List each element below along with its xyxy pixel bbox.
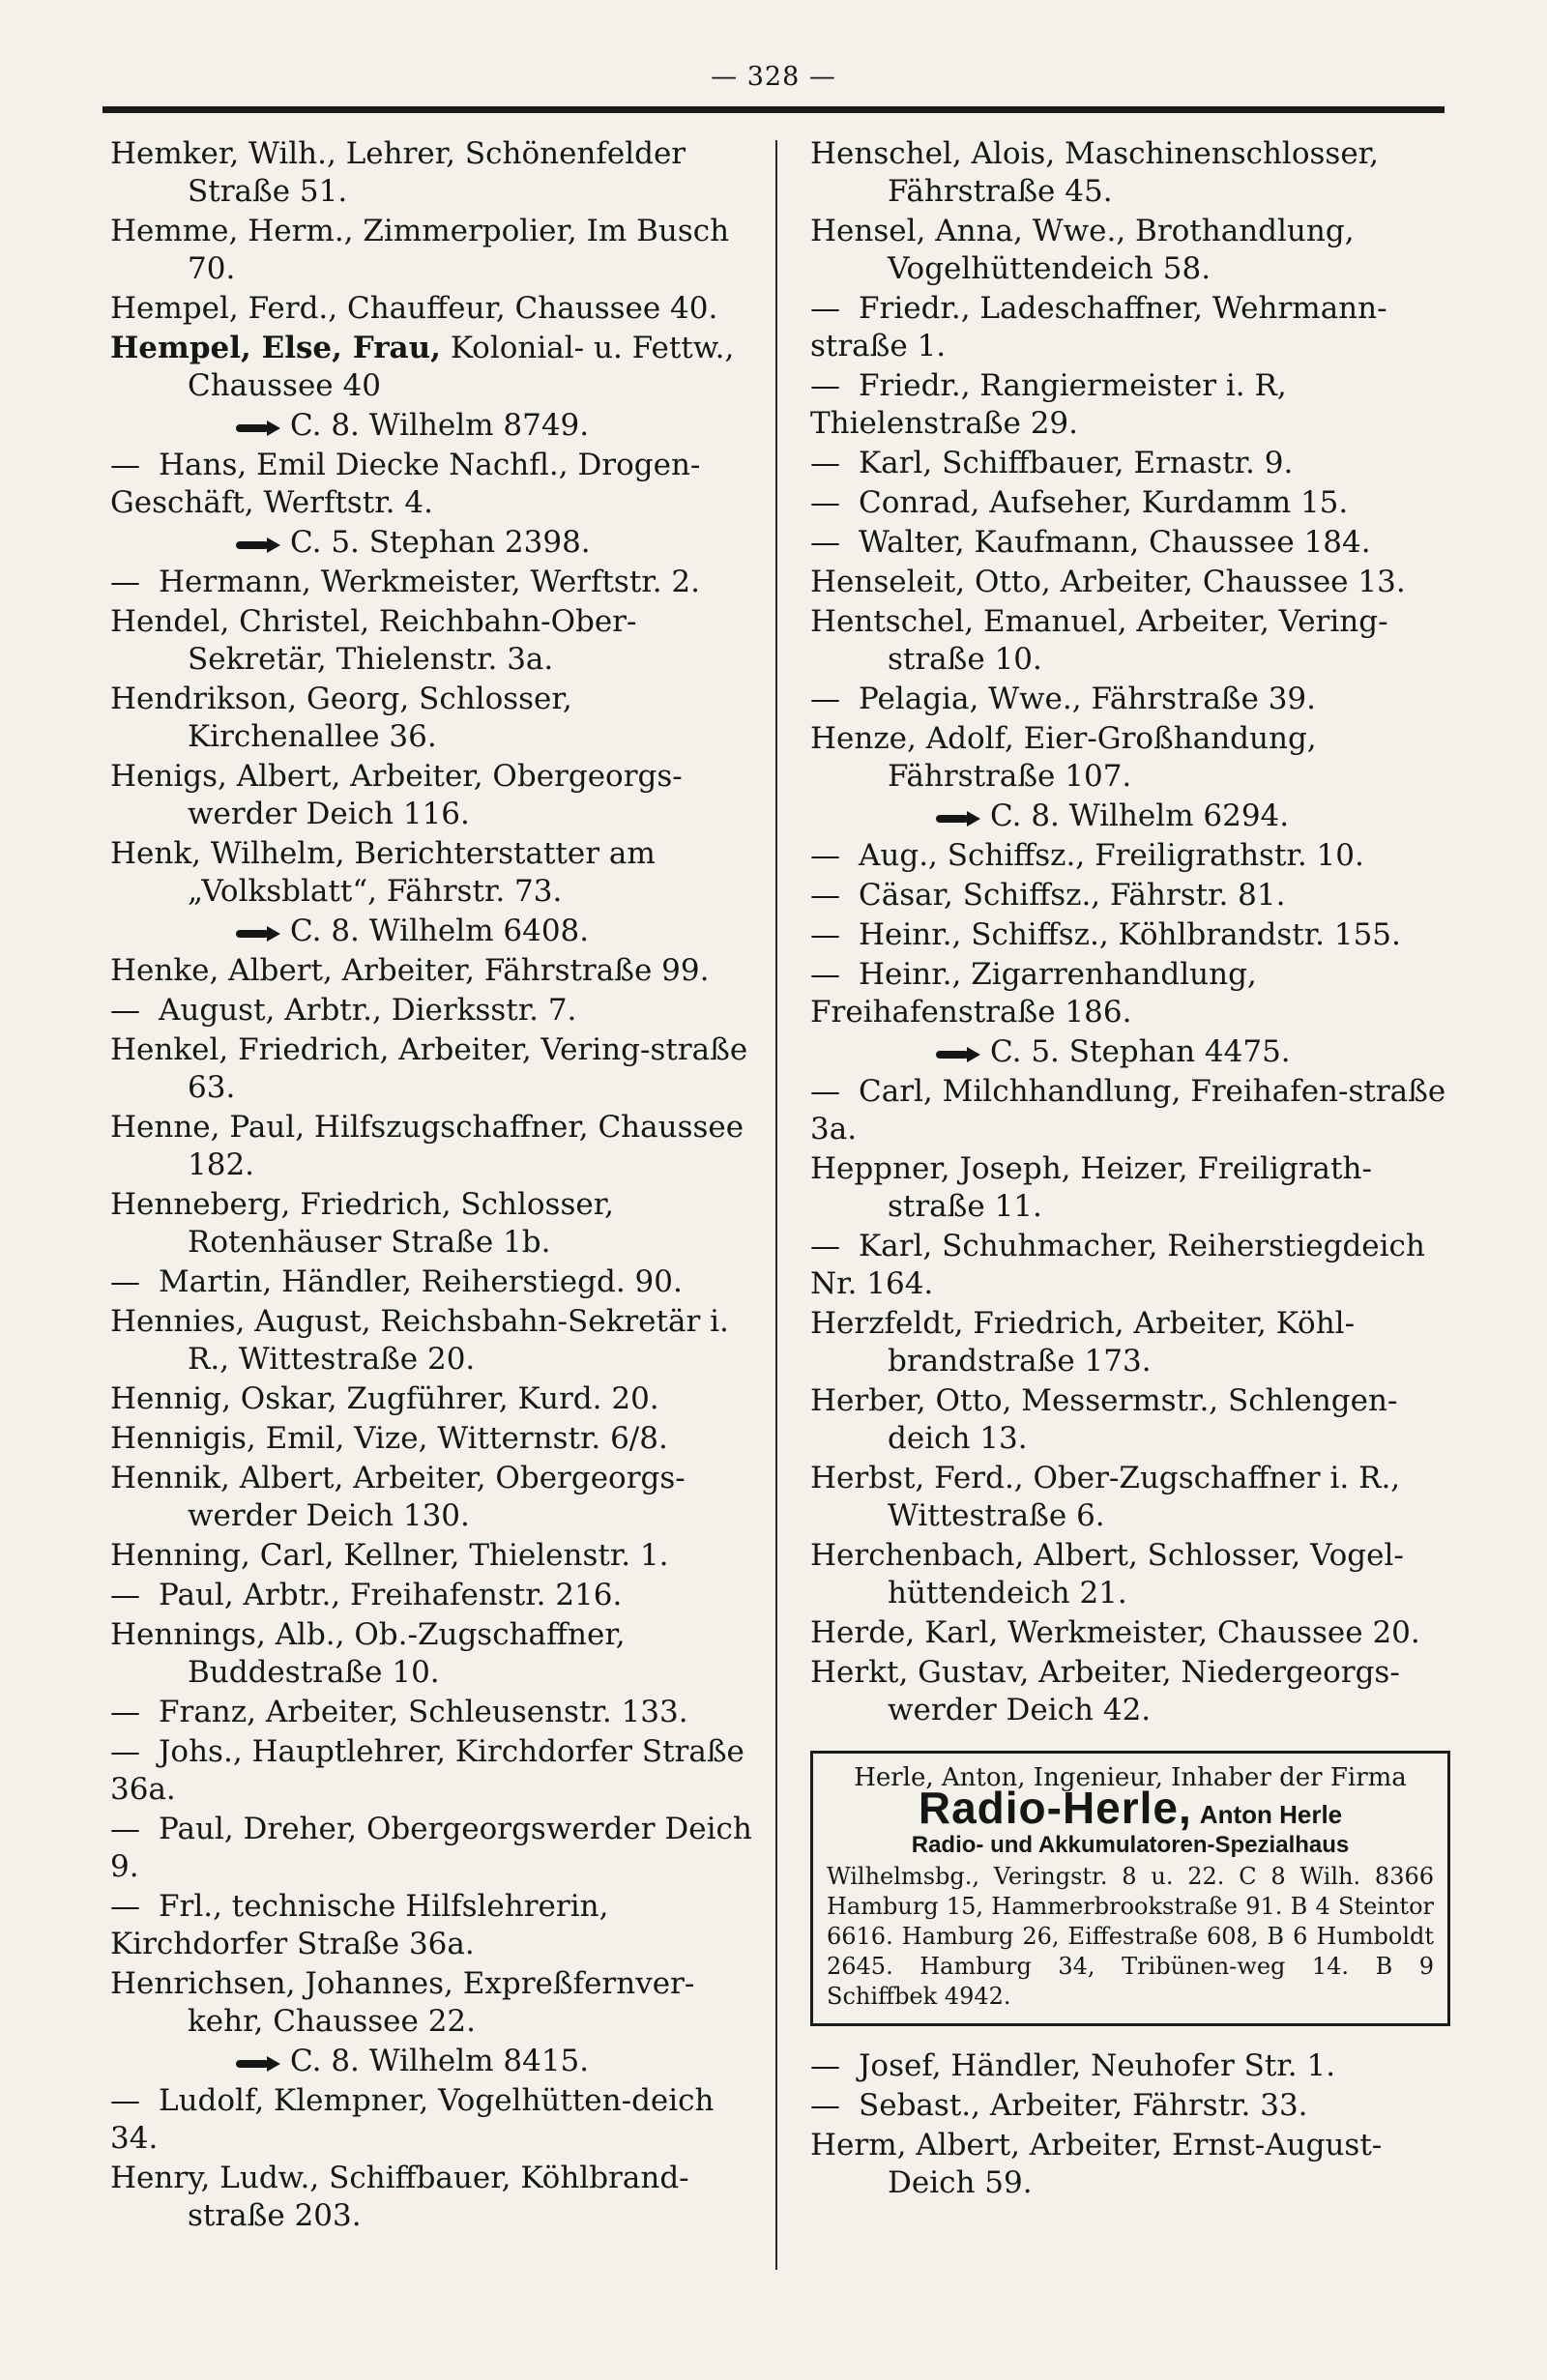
entry-text: Hennings, Alb., Ob.-Zugschaffner, Buddestraße 10.	[110, 1617, 626, 1690]
directory-entry	[810, 564, 1456, 601]
entry-text: Hennig, Oskar, Zugführer, Kurd. 20.	[110, 1381, 659, 1416]
entry-text: Hentschel, Emanuel, Arbeiter, Vering-straße 10.	[810, 604, 1388, 677]
entry-name-bold: Hempel, Else, Frau,	[110, 331, 441, 365]
sub-entry	[810, 290, 1456, 365]
directory-entry	[110, 1109, 756, 1184]
entry-text: Hendel, Christel, Reichbahn-Ober-Sekretär, Thielenstr. 3a.	[110, 604, 637, 677]
directory-entry	[110, 1420, 756, 1458]
entry-text: Frl., technische Hilfslehrerin, Kirchdorfer Straße 36a.	[110, 1889, 609, 1961]
continuation-dash: —	[810, 838, 840, 873]
continuation-dash: —	[110, 1812, 140, 1846]
entry-text: Friedr., Rangiermeister i. R, Thielenstraße 29.	[810, 368, 1287, 441]
directory-entry	[810, 1382, 1456, 1458]
entry-text: Hendrikson, Georg, Schlosser, Kirchenallee 36.	[110, 682, 572, 754]
directory-entry	[110, 835, 756, 911]
ad-intro-line: Herle, Anton, Ingenieur, Inhaber der Firma	[854, 1763, 1407, 1792]
sub-entry	[110, 1577, 756, 1614]
entry-text: Josef, Händler, Neuhofer Str. 1.	[859, 2048, 1336, 2083]
entry-text: Paul, Dreher, Obergeorgswerder Deich 9.	[110, 1812, 752, 1884]
sub-entry	[810, 681, 1456, 718]
entry-text: Herm, Albert, Arbeiter, Ernst-August-Deich 59.	[810, 2128, 1383, 2200]
directory-entry	[110, 758, 756, 833]
sub-entry	[110, 1694, 756, 1731]
sub-entry	[110, 1263, 756, 1301]
phone-listing	[110, 913, 756, 950]
entry-text: Kolonial- u. Fettw., Chaussee 40	[188, 331, 735, 403]
entry-text: Ludolf, Klempner, Vogelhütten-deich 34.	[110, 2083, 715, 2156]
continuation-dash: —	[110, 565, 140, 599]
directory-entry	[110, 330, 756, 405]
directory-entry	[110, 1965, 756, 2041]
sub-entry	[110, 447, 756, 522]
continuation-dash: —	[110, 1734, 140, 1769]
entry-text: Hemker, Wilh., Lehrer, Schönenfelder Straße 51.	[110, 136, 686, 209]
entry-text: Herbst, Ferd., Ober-Zugschaffner i. R., Wittestraße 6.	[810, 1461, 1401, 1533]
phone-number: C. 8. Wilhelm 8415.	[290, 2044, 590, 2078]
column-divider	[775, 140, 777, 2270]
entry-text: Aug., Schiffsz., Freiligrathstr. 10.	[859, 838, 1364, 873]
entry-text: Henschel, Alois, Maschinenschlosser, Fährstraße 45.	[810, 136, 1379, 209]
entry-text: Karl, Schuhmacher, Reiherstiegdeich Nr. 164.	[810, 1229, 1425, 1301]
entry-text: Hensel, Anna, Wwe., Brothandlung, Vogelhüttendeich 58.	[810, 214, 1355, 286]
continuation-dash: —	[810, 485, 840, 520]
left-column	[110, 135, 756, 2237]
entry-text: Henke, Albert, Arbeiter, Fährstraße 99.	[110, 953, 710, 988]
phone-listing	[110, 2043, 756, 2080]
telephone-icon	[236, 2056, 280, 2070]
entry-text: Herkt, Gustav, Arbeiter, Niedergeorgs-werder Deich 42.	[810, 1655, 1400, 1727]
directory-entry	[110, 1031, 756, 1107]
top-rule	[102, 106, 1445, 113]
ad-brand-name: Radio-Herle,	[918, 1783, 1192, 1833]
entry-text: Carl, Milchhandlung, Freihafen-straße 3a.	[810, 1074, 1446, 1146]
directory-entry	[810, 720, 1456, 796]
entry-text: Franz, Arbeiter, Schleusenstr. 133.	[159, 1695, 688, 1729]
entry-text: Karl, Schiffbauer, Ernastr. 9.	[859, 446, 1294, 480]
directory-entry	[810, 135, 1456, 211]
directory-entry	[810, 1654, 1456, 1729]
directory-entry	[810, 1305, 1456, 1380]
phone-listing	[110, 407, 756, 445]
entry-text: Herber, Otto, Messermstr., Schlengen-deich 13.	[810, 1383, 1398, 1456]
sub-entry	[110, 992, 756, 1030]
directory-entry	[810, 2127, 1456, 2202]
entry-text: Paul, Arbtr., Freihafenstr. 216.	[159, 1578, 623, 1612]
continuation-dash: —	[810, 957, 840, 992]
sub-entry	[810, 916, 1456, 954]
sub-entry	[110, 564, 756, 601]
directory-entry	[110, 1380, 756, 1418]
telephone-icon	[936, 811, 980, 825]
entry-text: Johs., Hauptlehrer, Kirchdorfer Straße 36a.	[110, 1734, 744, 1807]
sub-entry	[110, 1888, 756, 1963]
entry-text: August, Arbtr., Dierksstr. 7.	[159, 993, 577, 1028]
entry-text: Henneberg, Friedrich, Schlosser, Rotenhäuser Straße 1b.	[110, 1187, 614, 1260]
directory-entry	[110, 952, 756, 990]
entry-text: Henry, Ludw., Schiffbauer, Köhlbrand-straße 203.	[110, 2161, 689, 2233]
directory-entry	[110, 1537, 756, 1575]
ad-addresses: Wilhelmsbg., Veringstr. 8 u. 22. C 8 Wilh. 8366 Hamburg 15, Hammerbrookstraße 91. B 4 Steintor 6616. Hamburg 26, Eiffestraße 608, B 6 Humboldt 2645. Hamburg 34, Tribünen-weg 14. B 9 Schiffbek 4942.	[827, 1863, 1434, 2010]
page-number: — 328 —	[711, 62, 836, 92]
phone-listing	[810, 1033, 1456, 1071]
continuation-dash: —	[810, 878, 840, 913]
entry-text: Henkel, Friedrich, Arbeiter, Vering-straße 63.	[110, 1032, 748, 1105]
continuation-dash: —	[110, 1889, 140, 1924]
entry-text: Herchenbach, Albert, Schlosser, Vogel-hüttendeich 21.	[810, 1538, 1404, 1611]
sub-entry	[810, 484, 1456, 522]
entry-text: Hennies, August, Reichsbahn-Sekretär i. R., Wittestraße 20.	[110, 1304, 729, 1377]
entry-text: Henning, Carl, Kellner, Thielenstr. 1.	[110, 1538, 669, 1573]
telephone-icon	[236, 421, 280, 434]
continuation-dash: —	[110, 1695, 140, 1729]
entry-text: Sebast., Arbeiter, Fährstr. 33.	[859, 2088, 1308, 2123]
phone-listing	[110, 524, 756, 562]
right-column	[810, 135, 1456, 2204]
entry-text: Henk, Wilhelm, Berichterstatter am „Volksblatt“, Fährstr. 73.	[110, 836, 656, 909]
sub-entry	[110, 2082, 756, 2158]
continuation-dash: —	[810, 917, 840, 952]
directory-entry	[110, 1616, 756, 1692]
sub-entry	[110, 1811, 756, 1886]
sub-entry	[810, 367, 1456, 443]
sub-entry	[810, 2087, 1456, 2125]
phone-number: C. 5. Stephan 2398.	[290, 525, 591, 560]
entry-text: Martin, Händler, Reiherstiegd. 90.	[159, 1264, 683, 1299]
continuation-dash: —	[110, 448, 140, 482]
entry-text: Hempel, Ferd., Chauffeur, Chaussee 40.	[110, 291, 718, 326]
continuation-dash: —	[810, 368, 840, 403]
entry-text: Hans, Emil Diecke Nachfl., Drogen-Geschäft, Werftstr. 4.	[110, 448, 701, 520]
entry-text: Heinr., Zigarrenhandlung, Freihafenstraße 186.	[810, 957, 1257, 1030]
directory-entry	[110, 1186, 756, 1262]
directory-entry	[110, 2160, 756, 2235]
sub-entry	[810, 1073, 1456, 1148]
telephone-icon	[936, 1047, 980, 1060]
entry-text: Herde, Karl, Werkmeister, Chaussee 20.	[810, 1615, 1420, 1650]
entry-text: Conrad, Aufseher, Kurdamm 15.	[859, 485, 1349, 520]
sub-entry	[810, 837, 1456, 875]
continuation-dash: —	[810, 2088, 840, 2123]
directory-entry	[110, 290, 756, 328]
phone-number: C. 8. Wilhelm 8749.	[290, 408, 590, 443]
entry-text: Hermann, Werkmeister, Werftstr. 2.	[159, 565, 700, 599]
sub-entry	[810, 524, 1456, 562]
directory-entry	[110, 135, 756, 211]
sub-entry	[810, 445, 1456, 482]
continuation-dash: —	[810, 446, 840, 480]
ad-subtitle: Radio- und Akkumulatoren-Spezialhaus	[911, 1832, 1350, 1858]
entry-text: Henze, Adolf, Eier-Großhandung, Fährstraße 107.	[810, 721, 1317, 794]
continuation-dash: —	[810, 291, 840, 326]
entry-text: Heinr., Schiffsz., Köhlbrandstr. 155.	[859, 917, 1401, 952]
entry-text: Henne, Paul, Hilfszugschaffner, Chaussee 182.	[110, 1110, 744, 1182]
ad-owner-name: Anton Herle	[1199, 1800, 1343, 1829]
continuation-dash: —	[810, 2048, 840, 2083]
directory-entry	[810, 213, 1456, 288]
directory-entry	[110, 1460, 756, 1535]
advertisement-box	[810, 1751, 1450, 2026]
phone-listing	[810, 798, 1456, 835]
directory-entry	[810, 1537, 1456, 1612]
entry-text: Hennik, Albert, Arbeiter, Obergeorgs-werder Deich 130.	[110, 1461, 686, 1533]
entry-text: Hennigis, Emil, Vize, Witternstr. 6/8.	[110, 1421, 668, 1456]
entry-text: Heppner, Joseph, Heizer, Freiligrath-straße 11.	[810, 1151, 1372, 1224]
directory-entry	[810, 1460, 1456, 1535]
continuation-dash: —	[110, 993, 140, 1028]
phone-number: C. 8. Wilhelm 6294.	[990, 798, 1290, 833]
continuation-dash: —	[810, 682, 840, 716]
phone-number: C. 8. Wilhelm 6408.	[290, 914, 590, 948]
entry-text: Henrichsen, Johannes, Expreßfernver-kehr, Chaussee 22.	[110, 1966, 695, 2039]
entry-text: Henigs, Albert, Arbeiter, Obergeorgs-werder Deich 116.	[110, 759, 683, 831]
directory-entry	[810, 1150, 1456, 1226]
entry-text: Friedr., Ladeschaffner, Wehrmann-straße 1.	[810, 291, 1387, 363]
directory-entry	[810, 1614, 1456, 1652]
entry-text: Henseleit, Otto, Arbeiter, Chaussee 13.	[810, 565, 1406, 599]
continuation-dash: —	[110, 1578, 140, 1612]
phone-number: C. 5. Stephan 4475.	[990, 1034, 1291, 1069]
directory-entry	[110, 213, 756, 288]
entry-text: Pelagia, Wwe., Fährstraße 39.	[859, 682, 1317, 716]
continuation-dash: —	[110, 1264, 140, 1299]
directory-entry	[110, 603, 756, 679]
directory-entry	[810, 603, 1456, 679]
continuation-dash: —	[810, 525, 840, 560]
directory-entry	[110, 1303, 756, 1379]
sub-entry	[810, 1228, 1456, 1303]
telephone-icon	[236, 926, 280, 940]
telephone-icon	[236, 537, 280, 551]
entry-text: Cäsar, Schiffsz., Fährstr. 81.	[859, 878, 1286, 913]
sub-entry	[810, 877, 1456, 914]
entry-text: Walter, Kaufmann, Chaussee 184.	[859, 525, 1371, 560]
sub-entry	[810, 956, 1456, 1031]
continuation-dash: —	[810, 1229, 840, 1263]
continuation-dash: —	[110, 2083, 140, 2118]
entry-text: Herzfeldt, Friedrich, Arbeiter, Köhl-brandstraße 173.	[810, 1306, 1356, 1379]
continuation-dash: —	[810, 1074, 840, 1109]
entry-text: Hemme, Herm., Zimmerpolier, Im Busch 70.	[110, 214, 730, 286]
directory-entry	[110, 681, 756, 756]
sub-entry	[110, 1733, 756, 1809]
sub-entry	[810, 2047, 1456, 2085]
